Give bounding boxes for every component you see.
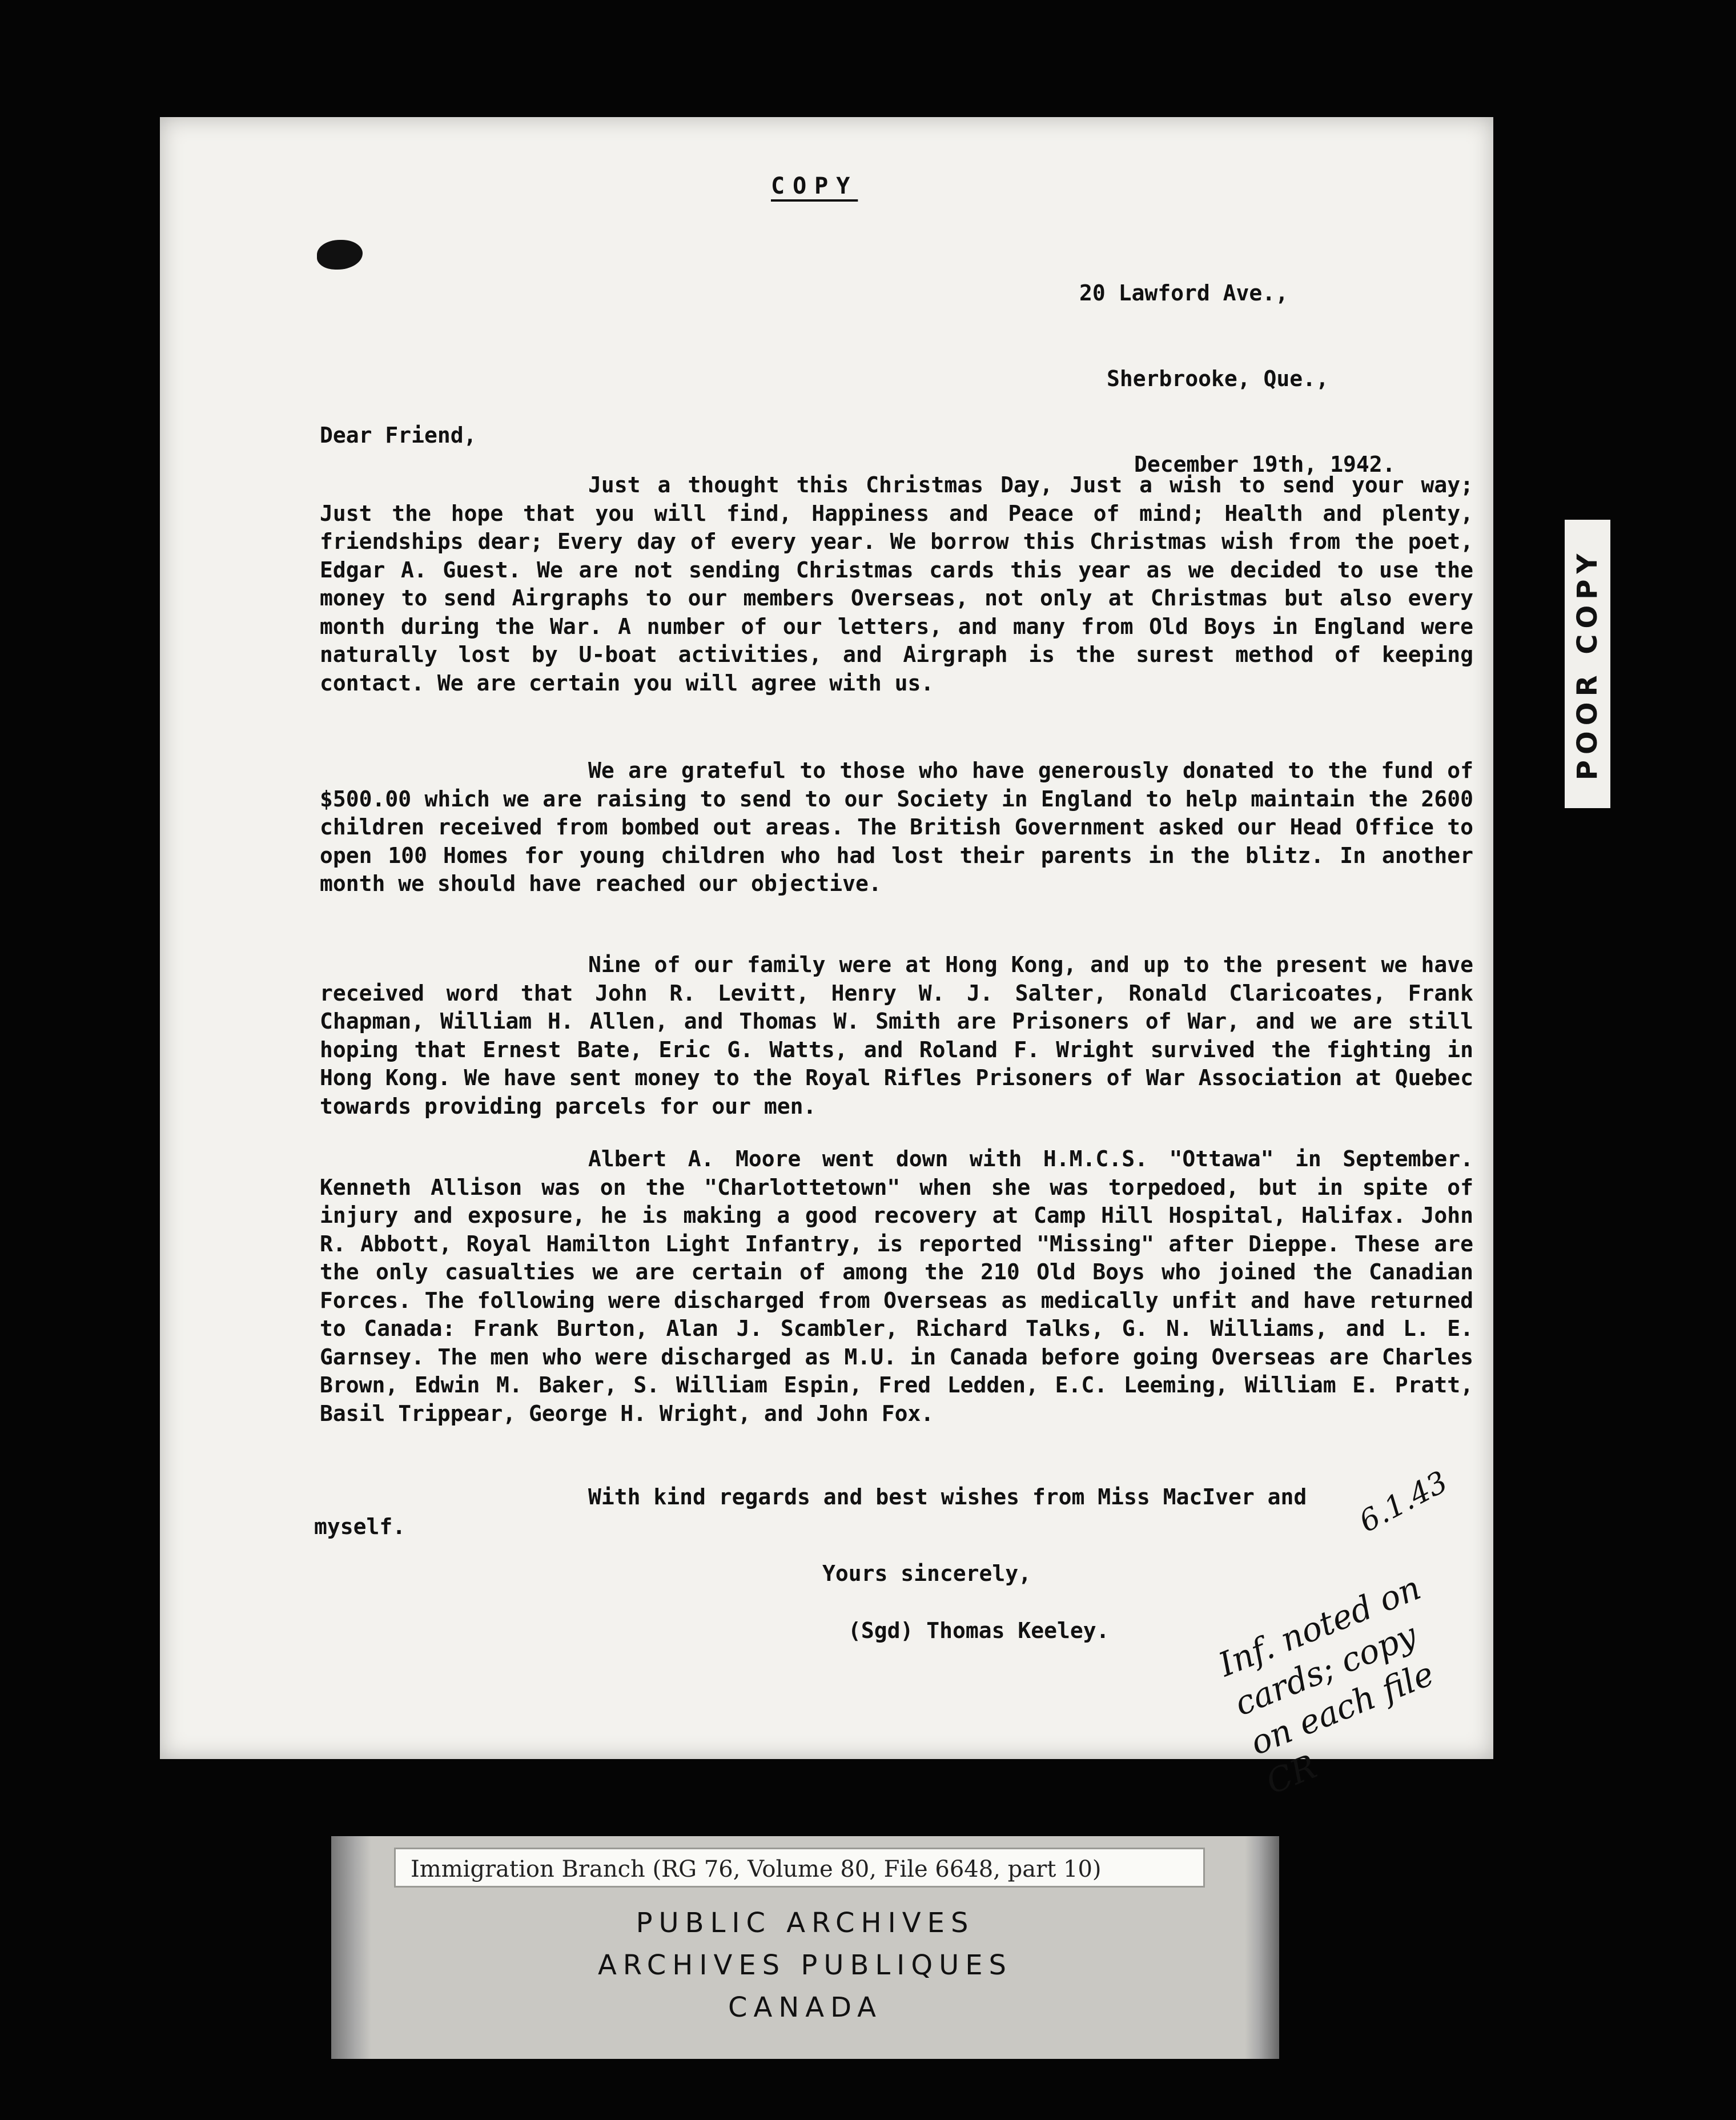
archive-reference: Immigration Branch (RG 76, Volume 80, File 6648, part 10) bbox=[394, 1848, 1205, 1888]
archive-stamp bbox=[331, 1902, 1279, 2029]
archive-label bbox=[331, 1836, 1279, 2059]
handwritten-date: 6.1.43 bbox=[1353, 1464, 1453, 1540]
poor-copy-label: POOR COPY bbox=[1572, 548, 1604, 780]
letter-page bbox=[160, 117, 1493, 1802]
ink-blot bbox=[317, 240, 363, 270]
copy-heading: COPY bbox=[771, 173, 858, 199]
closing-paragraph: With kind regards and best wishes from Miss MacIver and myself. bbox=[314, 1484, 1307, 1539]
address-city: Sherbrooke, Que., bbox=[1107, 366, 1329, 391]
poor-copy-tab bbox=[1565, 520, 1610, 808]
paragraph-fund: We are grateful to those who have generously donated to the fund of $500.00 which we are raising to send to our Society in England to help maintain the 2600 children received from bombed out areas. The British Government asked our Head Office to open 100 Homes for young children who had lost their parents in the blitz. In another month we should have reached our objective. bbox=[320, 758, 1473, 896]
signature-line: (Sgd) Thomas Keeley. bbox=[848, 1618, 1110, 1643]
archive-line-country: CANADA bbox=[728, 1991, 883, 2023]
paragraph-casualties: Albert A. Moore went down with H.M.C.S. "Ottawa" in September. Kenneth Allison was on the "Charlottetown" when she was torpedoed, but in spite of injury and exposure, he is making a good recovery at Camp Hill Hospital, Halifax. John R. Abbott, Royal Hamilton Light Infantry, is reported "Missing" after Dieppe. These are the only casualties we are certain of among the 210 Old Boys who joined the Canadian Forces. The following were discharged from Overseas as medically unfit and have returned to Canada: Frank Burton, Alan J. Scambler, Richard Talks, G. N. Williams, and L. E. Garnsey. The men who were discharged as M.U. in Canada before going Overseas are Charles Brown, Edwin M. Baker, S. William Espin, Fred Ledden, E.C. Leeming, William E. Pratt, Basil Trippear, George H. Wright, and John Fox. bbox=[320, 1146, 1473, 1426]
address-street: 20 Lawford Ave., bbox=[1079, 280, 1289, 306]
paragraph-christmas-wish: Just a thought this Christmas Day, Just a wish to send your way; Just the hope that you will find, Happiness and Peace of mind; Health and plenty, friendships dear; Every day of every year. We borrow this Christmas wish from the poet, Edgar A. Guest. We are not sending Christmas cards this year as we decided to use the money to send Airgraphs to our members Overseas, not only at Christmas but also every month during the War. A number of our letters, and many from Old Boys in England were naturally lost by U-boat activities, and Airgraph is the surest method of keeping contact. We are certain you will agree with us. bbox=[320, 472, 1473, 696]
archive-line-english: PUBLIC ARCHIVES bbox=[636, 1907, 975, 1939]
letter-body bbox=[160, 117, 1493, 1802]
salutation: Dear Friend, bbox=[320, 423, 477, 448]
handwritten-note: Inf. noted on cards; copy on each file CR bbox=[1213, 1568, 1440, 1802]
archive-line-french: ARCHIVES PUBLIQUES bbox=[597, 1949, 1013, 1981]
letter-date: December 19th, 1942. bbox=[1134, 452, 1396, 477]
complimentary-close: Yours sincerely, bbox=[822, 1561, 1032, 1586]
paragraph-hong-kong: Nine of our family were at Hong Kong, and up to the present we have received word that John R. Levitt, Henry W. J. Salter, Ronald Claricoates, Frank Chapman, William H. Allen, and Thomas W. Smith are Prisoners of War, and we are still hoping that Ernest Bate, Eric G. Watts, and Roland F. Wright survived the fighting in Hong Kong. We have sent money to the Royal Rifles Prisoners of War Association at Quebec towards providing parcels for our men. bbox=[320, 952, 1473, 1119]
